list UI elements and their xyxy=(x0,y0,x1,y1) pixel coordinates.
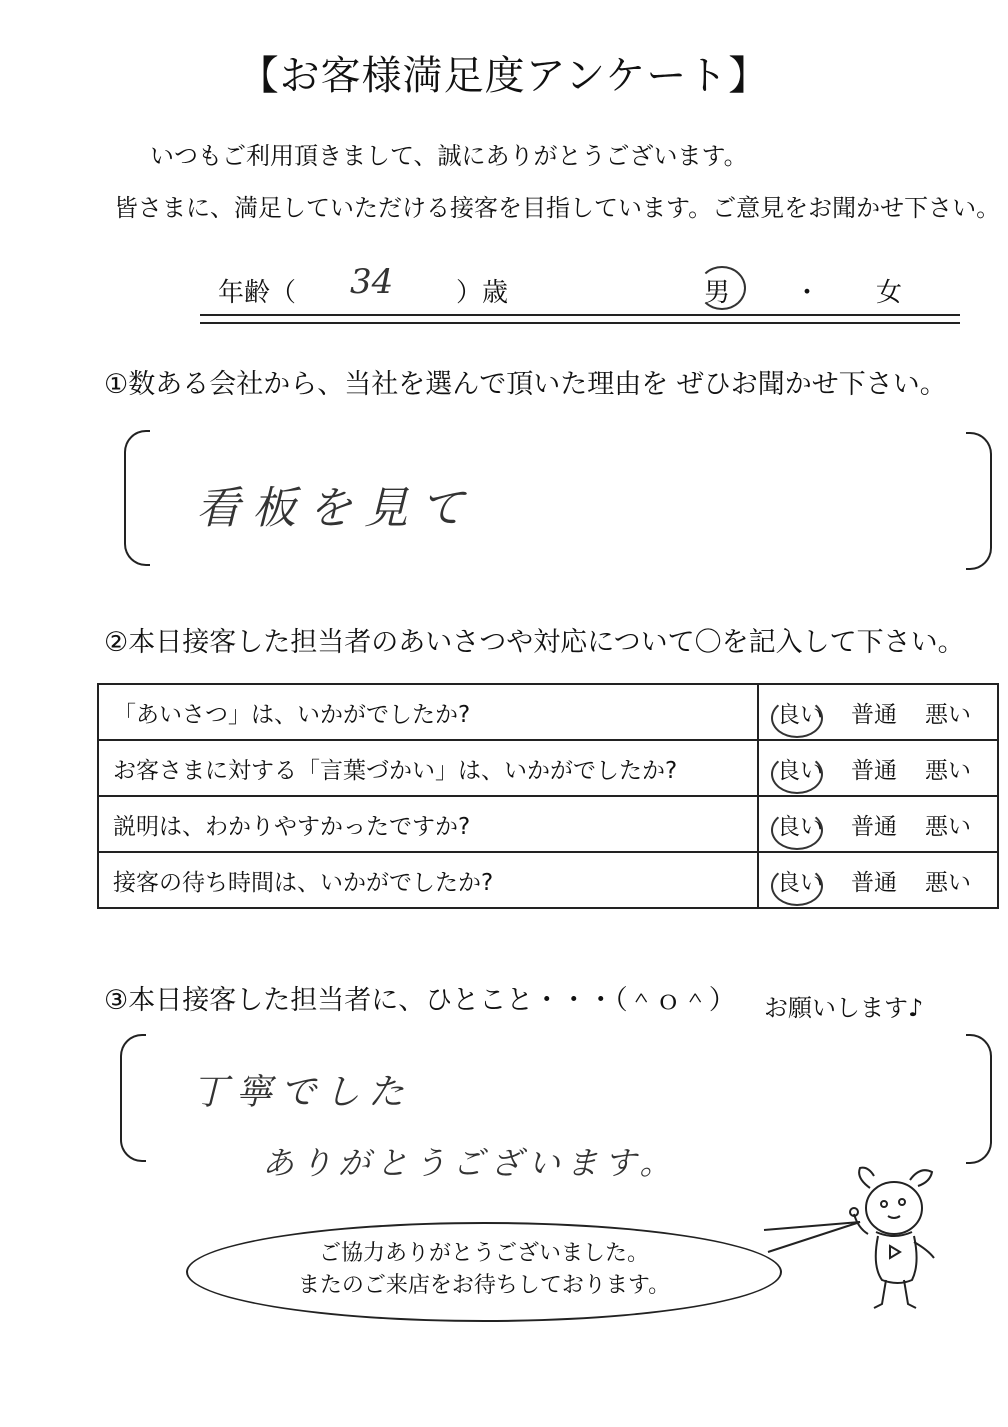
closing-line-1: ご協力ありがとうございました。 xyxy=(318,1241,649,1266)
gender-female[interactable]: 女 xyxy=(876,278,903,308)
closing-speech-bubble xyxy=(186,1222,782,1322)
answer-1-bracket-right xyxy=(966,432,992,570)
selected-circle xyxy=(771,810,823,850)
rating-question: 説明は、わかりやすかったですか? xyxy=(98,796,758,852)
option-good[interactable]: 良い xyxy=(777,869,823,896)
age-suffix: ）歳 xyxy=(456,278,509,308)
option-normal[interactable]: 普通 xyxy=(851,869,897,896)
answer-3-bracket-left xyxy=(120,1034,146,1162)
request-text: お願いします♪ xyxy=(764,994,924,1022)
option-bad[interactable]: 悪い xyxy=(925,813,971,840)
option-normal[interactable]: 普通 xyxy=(851,813,897,840)
male-selected-circle xyxy=(698,266,746,310)
gender-male[interactable]: 男 xyxy=(704,278,731,308)
rating-table xyxy=(97,683,999,909)
intro-line-1: いつもご利用頂きまして、誠にありがとうございます。 xyxy=(150,142,748,170)
table-row xyxy=(98,796,998,852)
rating-options xyxy=(758,852,998,908)
answer-1-text[interactable]: 看板を見て xyxy=(196,483,476,534)
selected-circle xyxy=(771,754,823,794)
selected-circle xyxy=(771,866,823,906)
table-row xyxy=(98,740,998,796)
option-bad[interactable]: 悪い xyxy=(925,757,971,784)
closing-line-2: またのご来店をお待ちしております。 xyxy=(297,1273,671,1298)
question-3-label: ③本日接客した担当者に、ひとこと・・・（＾ｏ＾） xyxy=(104,985,736,1016)
option-good[interactable]: 良い xyxy=(777,757,823,784)
rating-question: お客さまに対する「言葉づかい」は、いかがでしたか? xyxy=(98,740,758,796)
answer-3-line-1[interactable]: 丁寧でした xyxy=(192,1072,413,1113)
rating-question: 「あいさつ」は、いかがでしたか? xyxy=(98,684,758,740)
option-normal[interactable]: 普通 xyxy=(851,701,897,728)
option-good[interactable]: 良い xyxy=(777,701,823,728)
table-row xyxy=(98,852,998,908)
option-good[interactable]: 良い xyxy=(777,813,823,840)
intro-line-2: 皆さまに、満足していただける接客を目指しています。ご意見をお聞かせ下さい。 xyxy=(114,194,1001,222)
question-1-label: ①数ある会社から、当社を選んで頂いた理由を ぜひお聞かせ下さい。 xyxy=(104,369,947,400)
rating-question: 接客の待ち時間は、いかがでしたか? xyxy=(98,852,758,908)
rating-options xyxy=(758,740,998,796)
option-bad[interactable]: 悪い xyxy=(925,869,971,896)
page-title: 【お客様満足度アンケート】 xyxy=(238,53,770,99)
question-2-label: ②本日接客した担当者のあいさつや対応について〇を記入して下さい。 xyxy=(104,627,965,658)
selected-circle xyxy=(771,698,823,738)
age-underline-bottom xyxy=(200,322,960,324)
option-normal[interactable]: 普通 xyxy=(851,757,897,784)
age-underline-top xyxy=(200,314,960,316)
age-label: 年齢（ xyxy=(218,278,297,308)
answer-3-bracket-right xyxy=(966,1034,992,1164)
option-bad[interactable]: 悪い xyxy=(925,701,971,728)
gender-separator: ・ xyxy=(794,278,821,308)
age-value[interactable]: 34 xyxy=(350,262,394,302)
answer-1-bracket-left xyxy=(124,430,150,566)
answer-3-line-2[interactable]: ありがとうございます。 xyxy=(262,1144,678,1182)
rating-options xyxy=(758,796,998,852)
table-row xyxy=(98,684,998,740)
rating-options xyxy=(758,684,998,740)
mascot-illustration xyxy=(848,1166,948,1316)
